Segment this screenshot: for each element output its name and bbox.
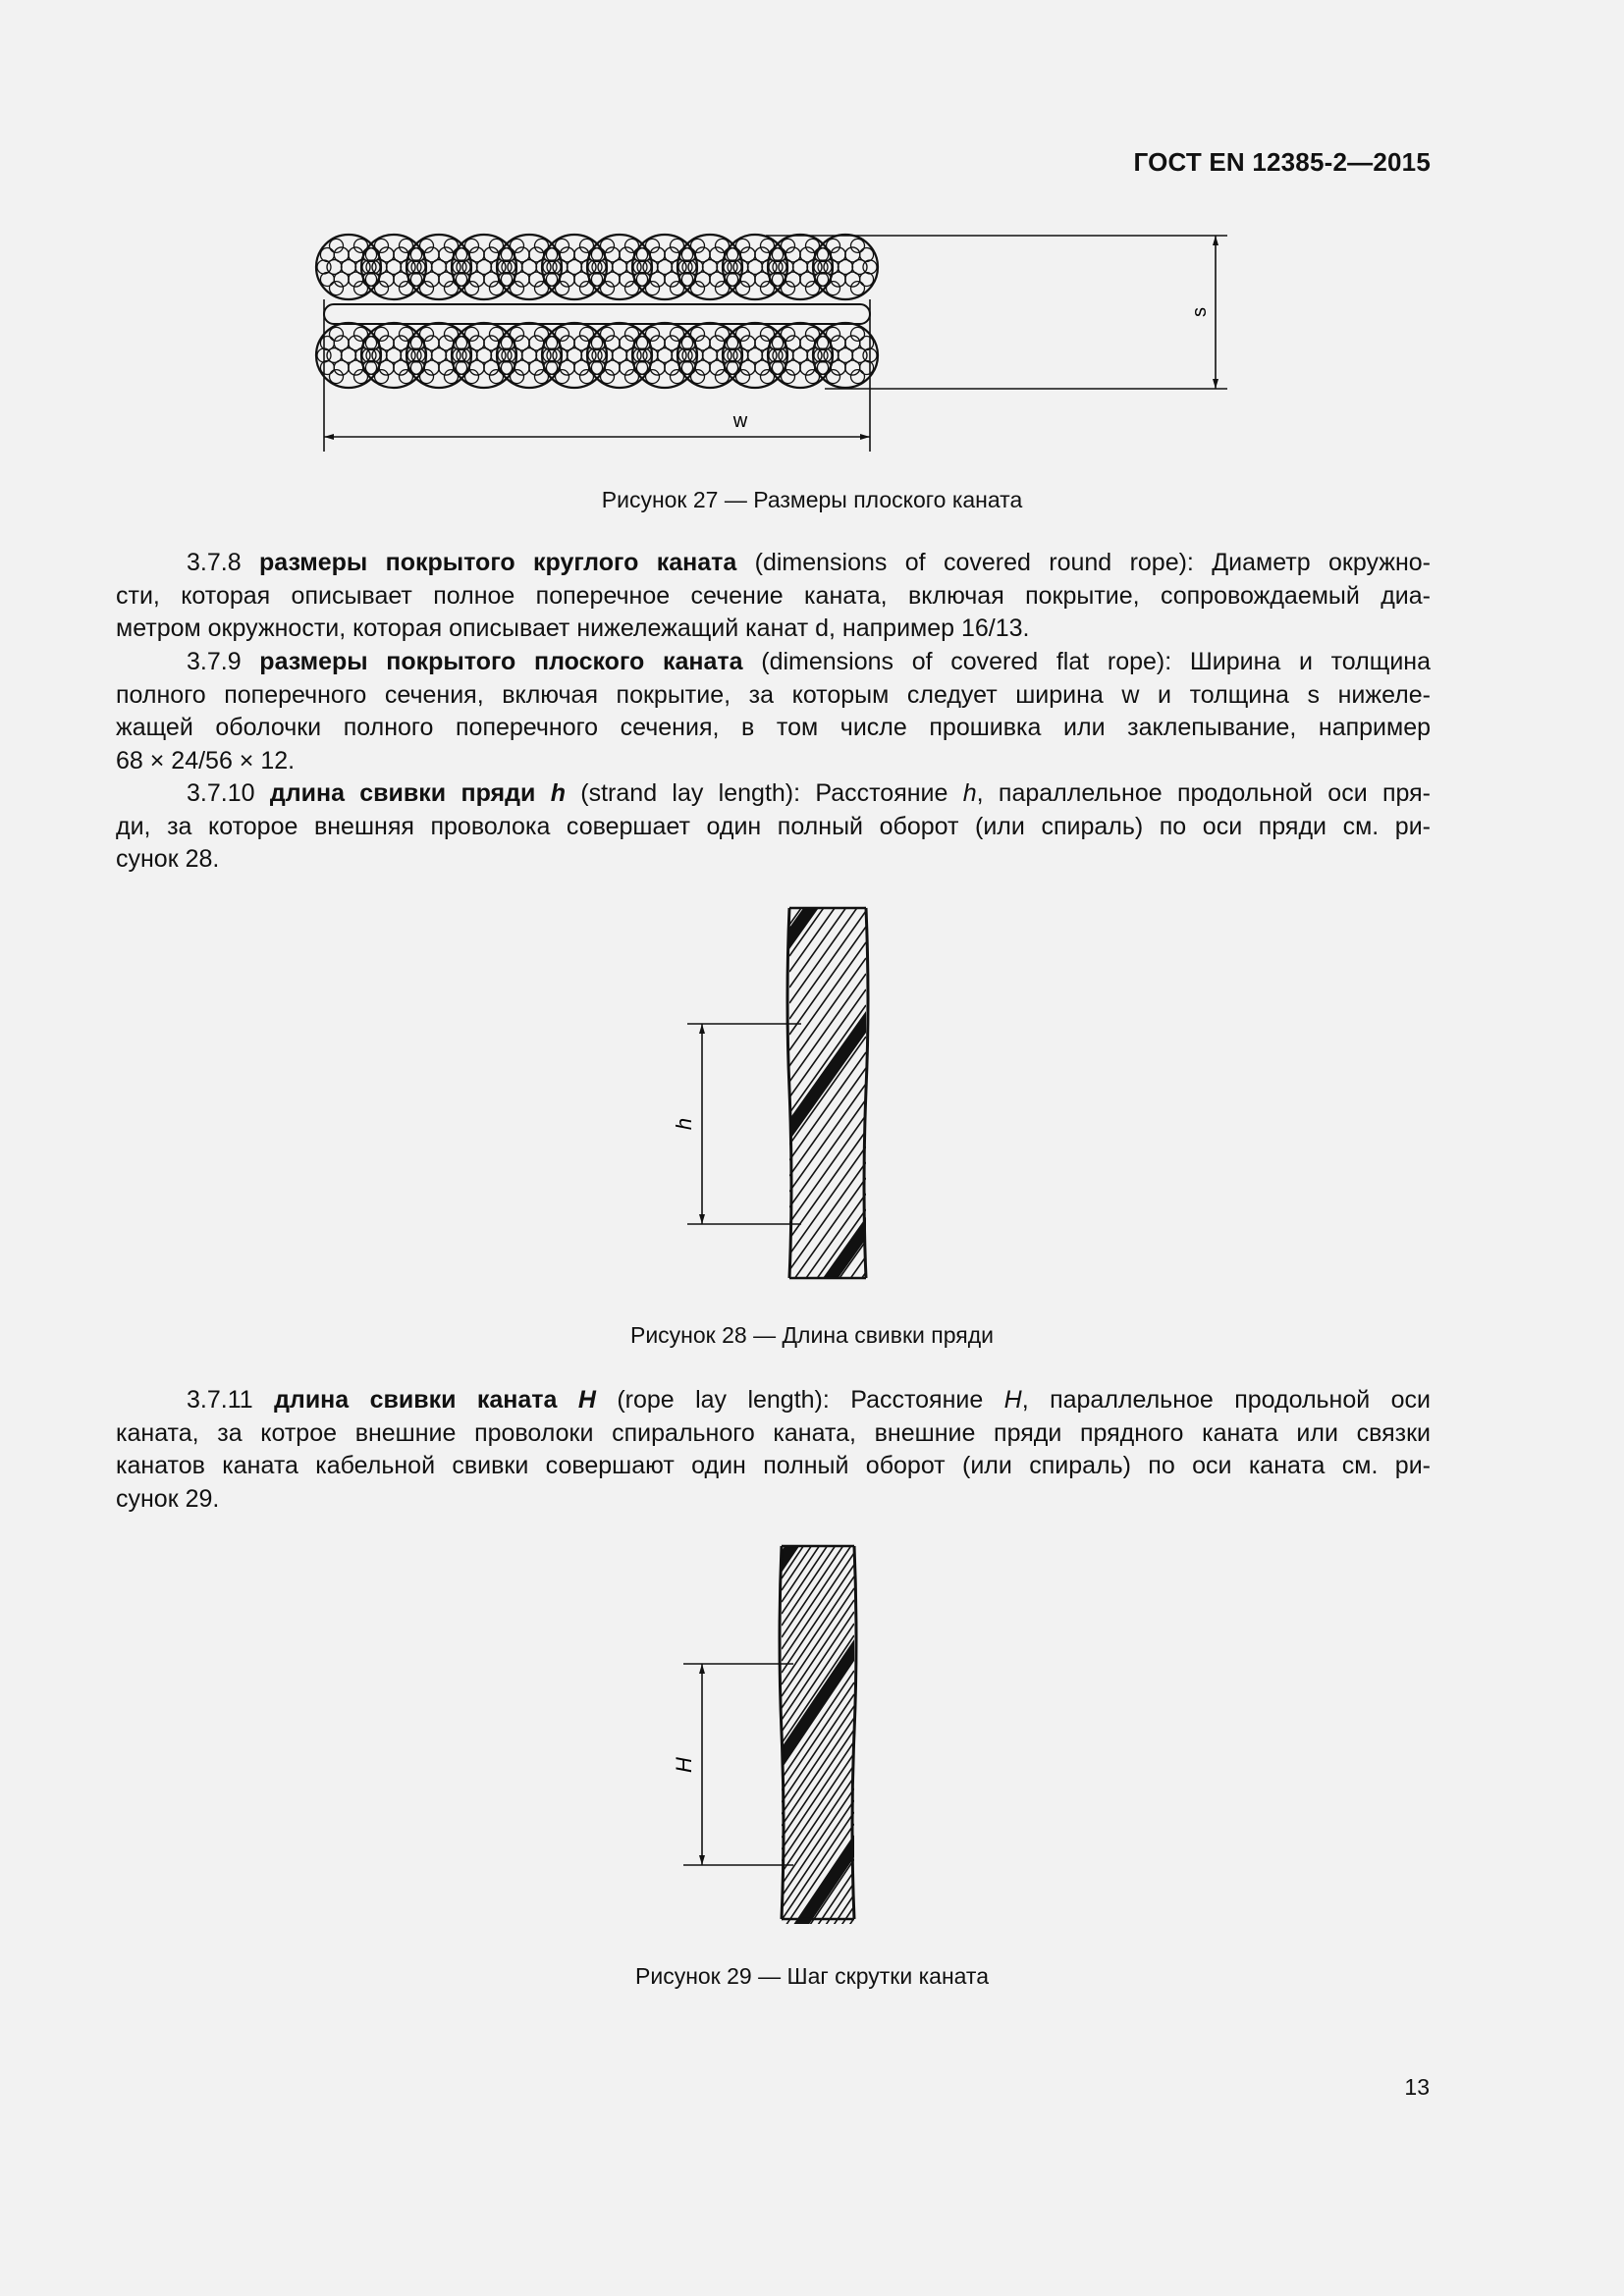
figure-28-strand-diagram (672, 903, 893, 1286)
document-id-header: ГОСТ EN 12385-2—2015 (1133, 147, 1431, 177)
term-covered-flat-rope: размеры покрытого плоского каната (259, 648, 743, 675)
figure-29-rope-diagram (672, 1541, 893, 1924)
wire-hatch-line (782, 1600, 854, 1708)
figure-27-caption: Рисунок 27 — Размеры плоского каната (601, 487, 1023, 512)
wire-hatch-line (782, 1588, 854, 1696)
term-strand-lay-length: длина свивки пряди (269, 779, 536, 807)
wire-hatch-line (782, 1906, 854, 2014)
wire-hatch-line (782, 1706, 854, 1814)
wire-hatch-line (782, 1671, 854, 1779)
wire-hatch-line (782, 1789, 854, 1896)
wire-hatch-line (782, 1741, 854, 1849)
dimension-H-label: H (672, 1757, 696, 1773)
dimension-w-label: w (732, 410, 748, 432)
section-3-7-8: 3.7.8 размеры покрытого круглого каната (dimensions of covered round rope): Диаметр окружно- сти, которая описывает полное поперечное сечение каната, включая покрытие, сопровождаемый диа- метром окружности, которая описывает нижележащий канат d, например 16/13. (116, 549, 1432, 642)
wire-hatch-line (782, 1824, 854, 1932)
wire-hatch-line (782, 1553, 854, 1661)
strand-cross-section (813, 235, 878, 299)
wire-hatch-line (782, 1541, 854, 1649)
section-number: 3.7.10 (187, 779, 255, 807)
figure-29-caption: Рисунок 29 — Шаг скрутки каната (635, 1963, 989, 1989)
wire-hatch-line (782, 1506, 854, 1614)
wire-hatch-line (782, 1635, 854, 1743)
strand-cross-section (813, 323, 878, 388)
wire-hatch-line (782, 1518, 854, 1626)
wire-hatch-line (782, 1753, 854, 1861)
figure-28-caption: Рисунок 28 — Длина свивки пряди (629, 1322, 995, 1348)
wire-hatch-line (782, 1624, 854, 1732)
section-3-7-9: 3.7.9 размеры покрытого плоского каната (dimensions of covered flat rope): Ширина и толщина полного поперечного сечения, включая покрытие, за которым следует ширина w и толщина s нижеле- жащей оболочки полного поперечного сечения, в том числе прошивка или заклепывание, например 68 × 24/56 × 12. (116, 648, 1431, 774)
section-3-7-10: 3.7.10 длина свивки пряди h (strand lay length): Расстояние h, параллельное продольной оси пря- ди, за которое внешняя проволока совершает один полный оборот (или спираль) по оси пряди см. ри- сунок 28. (116, 779, 1432, 873)
page-number: 13 (1404, 2074, 1430, 2100)
dimension-s-label: s (1189, 307, 1211, 317)
wire-hatch-line (782, 1859, 854, 1967)
section-number: 3.7.9 (187, 648, 242, 675)
section-number: 3.7.8 (187, 549, 242, 576)
dimension-h-label: h (672, 1117, 696, 1131)
figure-27-flat-rope-diagram (304, 221, 1247, 456)
term-covered-round-rope: размеры покрытого круглого каната (258, 549, 737, 576)
term-rope-lay-length: длина свивки каната (274, 1386, 558, 1414)
section-3-7-11: 3.7.11 длина свивки каната H (rope lay length): Расстояние H, параллельное продольной оси каната, за котрое внешние проволоки спирального каната, внешние пряди прядного каната или связки канатов каната кабельной свивки совершают один полный оборот (или спираль) по оси каната см. ри- сунок 29. (116, 1386, 1431, 1513)
section-number: 3.7.11 (187, 1386, 253, 1414)
